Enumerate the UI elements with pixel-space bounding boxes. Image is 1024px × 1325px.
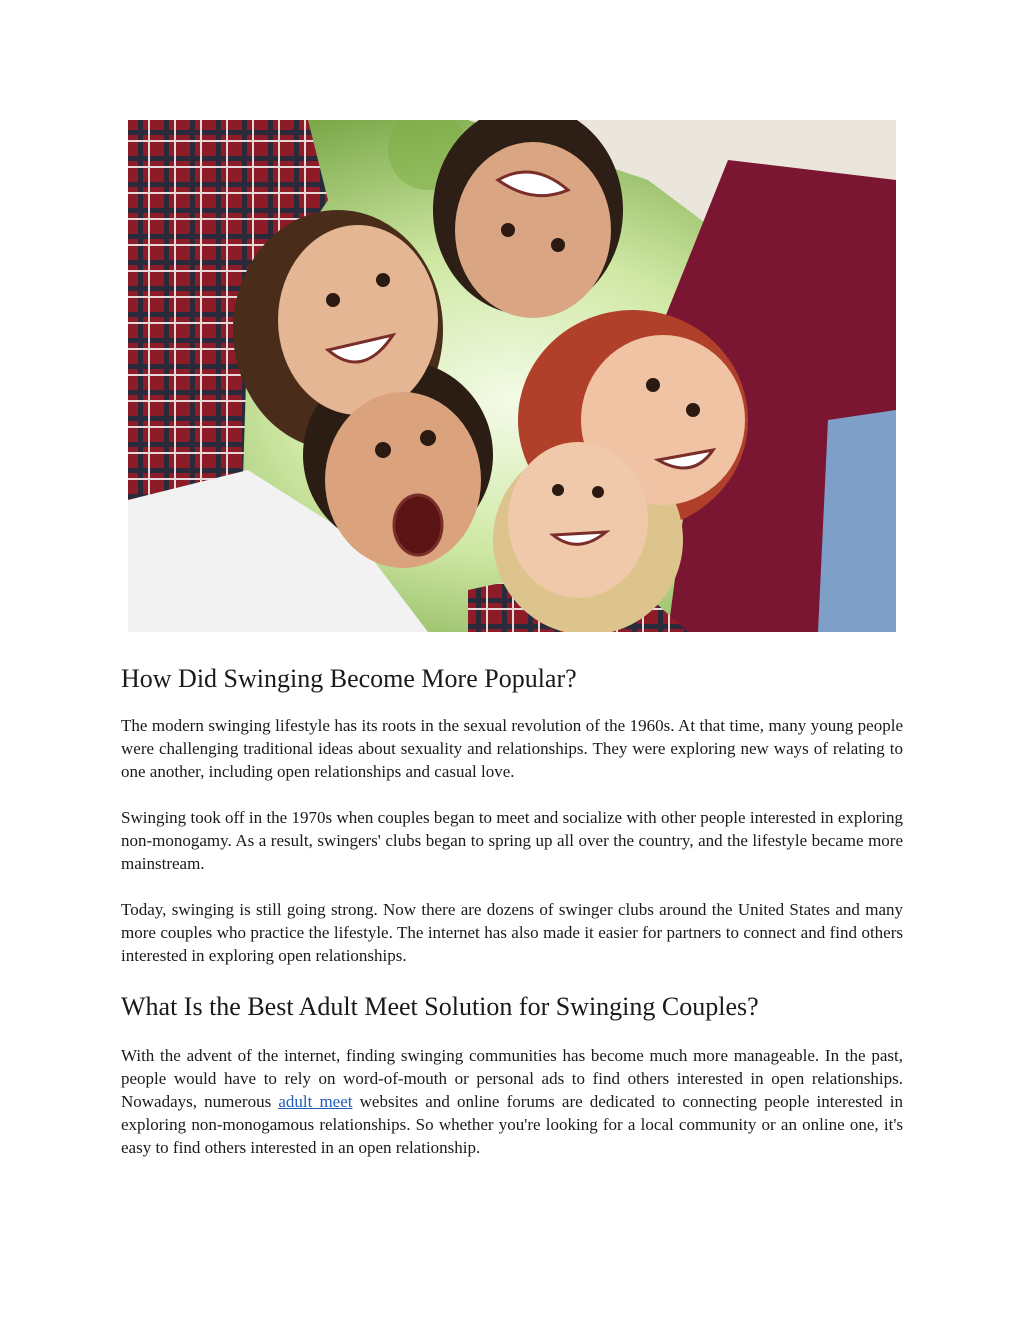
- paragraph-1970s: Swinging took off in the 1970s when couples began to meet and socialize with other people interested in exploring non-monogamy. As a result, swingers' clubs began to spring up all over the country, and the lifestyle became more mainstream.: [121, 808, 903, 873]
- paragraph-internet: [121, 1044, 903, 1159]
- section-heading-popularity: How Did Swinging Become More Popular?: [121, 664, 577, 693]
- paragraph-1960s: The modern swinging lifestyle has its roots in the sexual revolution of the 1960s. At that time, many young people were challenging traditional ideas about sexuality and relationships. They were exploring new ways of relating to one another, including open relationships and casual love.: [121, 716, 903, 781]
- hero-photo: [128, 120, 896, 632]
- paragraph-today: Today, swinging is still going strong. Now there are dozens of swinger clubs around the United States and many more couples who practice the lifestyle. The internet has also made it easier for partners to connect and find others interested in exploring open relationships.: [121, 900, 903, 965]
- paragraph-internet-text-before: With the advent of the internet, finding swinging communities has become much more manageable. In the past, people would have to rely on word-of-mouth or personal ads to find others interested in open relationships. Nowadays, numerous: [121, 1046, 903, 1111]
- paragraph-internet-text-after: websites and online forums are dedicated to connecting people interested in exploring non-monogamous relationships. So whether you're looking for a local community or an online one, it's easy to find others interested in an open relationship.: [121, 1092, 903, 1157]
- article-body: [121, 662, 903, 1159]
- adult-meet-link[interactable]: adult meet: [278, 1092, 353, 1111]
- section-heading-adult-meet: What Is the Best Adult Meet Solution for Swinging Couples?: [121, 992, 759, 1021]
- hero-photo-illustration: [128, 120, 896, 632]
